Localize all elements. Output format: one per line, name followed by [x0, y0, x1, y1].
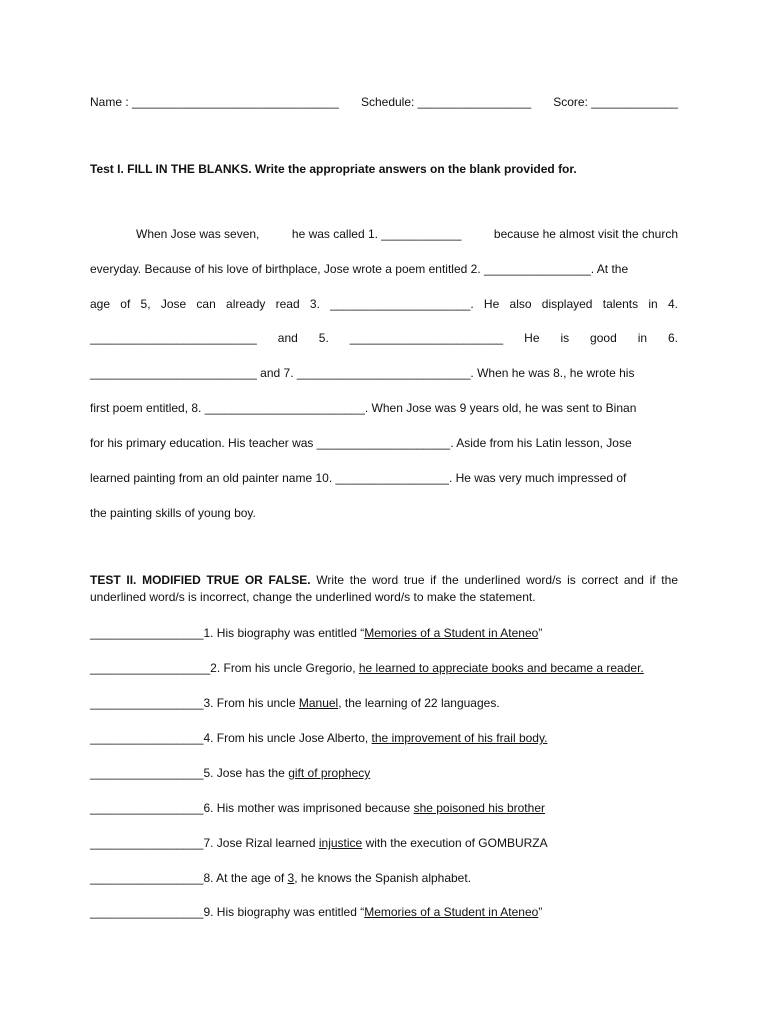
paragraph-segment[interactable]: everyday. Because of his love of birthplace, Jose wrote a poem entitled 2. ________________. At the: [90, 262, 629, 276]
answer-blank[interactable]: _________________: [90, 871, 204, 885]
header-row: [90, 94, 678, 110]
paragraph-segment: He: [483, 297, 500, 311]
paragraph-segment: age: [90, 297, 111, 311]
paragraph-segment: can: [196, 297, 216, 311]
item-text-end: with the execution of GOMBURZA: [362, 836, 548, 850]
test1-heading: Test I. FILL IN THE BLANKS. Write the appropriate answers on the blank provided for.: [90, 162, 577, 176]
underlined-phrase: gift of prophecy: [288, 766, 371, 780]
paragraph-line: [90, 261, 678, 277]
paragraph-segment: is: [560, 331, 570, 345]
item-text-end: , the learning of 22 languages.: [338, 696, 500, 710]
paragraph-segment: also: [509, 297, 532, 311]
paragraph-segment[interactable]: _____________________.: [330, 297, 474, 311]
item-text: 1. His biography was entitled “: [203, 626, 365, 640]
item-text-end: ”: [538, 905, 543, 919]
paragraph-segment: talents: [602, 297, 639, 311]
true-false-item: [90, 870, 471, 886]
underlined-phrase: the improvement of his frail body.: [371, 731, 548, 745]
underlined-phrase: Memories of a Student in Ateneo: [364, 626, 539, 640]
name-field[interactable]: Name : _______________________________: [90, 95, 339, 109]
paragraph-segment: good: [590, 331, 617, 345]
paragraph-segment[interactable]: first poem entitled, 8. ________________________. When Jose was 9 years old, he was sent to Binan: [90, 401, 637, 415]
item-text: 4. From his uncle Jose Alberto,: [203, 731, 372, 745]
item-text: 9. His biography was entitled “: [203, 905, 365, 919]
underlined-phrase: she poisoned his brother: [413, 801, 545, 815]
answer-blank[interactable]: __________________: [90, 661, 211, 675]
paragraph-segment: 3.: [309, 297, 320, 311]
paragraph-segment: displayed: [541, 297, 593, 311]
paragraph-segment: Jose: [160, 297, 187, 311]
answer-blank[interactable]: _________________: [90, 626, 204, 640]
paragraph-line: [90, 400, 678, 416]
underlined-phrase: Manuel: [298, 696, 339, 710]
paragraph-segment: in: [648, 297, 658, 311]
paragraph-segment: of: [120, 297, 131, 311]
true-false-item: [90, 695, 500, 711]
paragraph-segment: the painting skills of young boy.: [90, 506, 256, 520]
answer-blank[interactable]: _________________: [90, 905, 204, 919]
underlined-phrase: he learned to appreciate books and became a reader.: [358, 661, 644, 675]
item-text: 6. His mother was imprisoned because: [203, 801, 414, 815]
item-text-end: , he knows the Spanish alphabet.: [294, 871, 472, 885]
true-false-item: [90, 765, 370, 781]
item-text: 3. From his uncle: [203, 696, 299, 710]
paragraph-segment: When Jose was seven,: [136, 227, 260, 241]
true-false-item: [90, 660, 644, 676]
paragraph-segment: 6.: [667, 331, 678, 345]
true-false-item: [90, 730, 547, 746]
item-text-end: ”: [538, 626, 543, 640]
paragraph-segment: 5,: [140, 297, 151, 311]
item-text: 2. From his uncle Gregorio,: [210, 661, 359, 675]
test2-heading: [90, 572, 678, 606]
paragraph-line: [90, 435, 678, 451]
test2-heading-title: TEST II. MODIFIED TRUE OR FALSE.: [90, 573, 311, 587]
paragraph-segment[interactable]: learned painting from an old painter name 10. _________________. He was very much impressed of: [90, 471, 627, 485]
answer-blank[interactable]: _________________: [90, 801, 204, 815]
item-text: 8. At the age of: [203, 871, 288, 885]
paragraph-segment: 4.: [667, 297, 678, 311]
true-false-item: [90, 625, 542, 641]
underlined-phrase: injustice: [318, 836, 363, 850]
answer-blank[interactable]: _________________: [90, 731, 204, 745]
paragraph-line: [90, 365, 678, 381]
paragraph-segment: already: [226, 297, 266, 311]
item-text: 5. Jose has the: [203, 766, 289, 780]
score-field[interactable]: Score: _____________: [553, 95, 678, 109]
paragraph-segment: 5.: [318, 331, 329, 345]
paragraph-segment: in: [637, 331, 648, 345]
item-text: 7. Jose Rizal learned: [203, 836, 319, 850]
answer-blank[interactable]: _________________: [90, 696, 204, 710]
paragraph-segment[interactable]: _______________________: [349, 331, 504, 345]
underlined-phrase: 3: [287, 871, 295, 885]
true-false-item: [90, 800, 545, 816]
paragraph-line: [90, 330, 678, 346]
paragraph-segment[interactable]: _________________________ and 7. __________________________. When he was 8., he wrote his: [90, 366, 635, 380]
paragraph-segment[interactable]: _________________________: [90, 331, 257, 345]
paragraph-line: [90, 505, 678, 521]
paragraph-line: [90, 296, 678, 312]
paragraph-segment[interactable]: for his primary education. His teacher was ____________________. Aside from his Latin lesson, Jose: [90, 436, 632, 450]
paragraph-segment: read: [275, 297, 300, 311]
worksheet-page: [90, 0, 678, 1024]
paragraph-segment: because he almost visit the church: [493, 227, 678, 241]
answer-blank[interactable]: _________________: [90, 766, 204, 780]
paragraph-line: [90, 470, 678, 486]
paragraph-segment: and: [277, 331, 298, 345]
true-false-item: [90, 835, 548, 851]
schedule-field[interactable]: Schedule: _________________: [360, 95, 532, 109]
paragraph-segment[interactable]: he was called 1. ____________: [291, 227, 462, 241]
test2-heading-instructions: Write the word true if the underlined word/s is correct and if the underlined word/s is incorrect, change the underlined word/s to make the statement.: [90, 573, 678, 604]
underlined-phrase: Memories of a Student in Ateneo: [364, 905, 539, 919]
paragraph-segment: He: [524, 331, 540, 345]
paragraph-line: [136, 226, 678, 242]
true-false-item: [90, 904, 542, 920]
answer-blank[interactable]: _________________: [90, 836, 204, 850]
